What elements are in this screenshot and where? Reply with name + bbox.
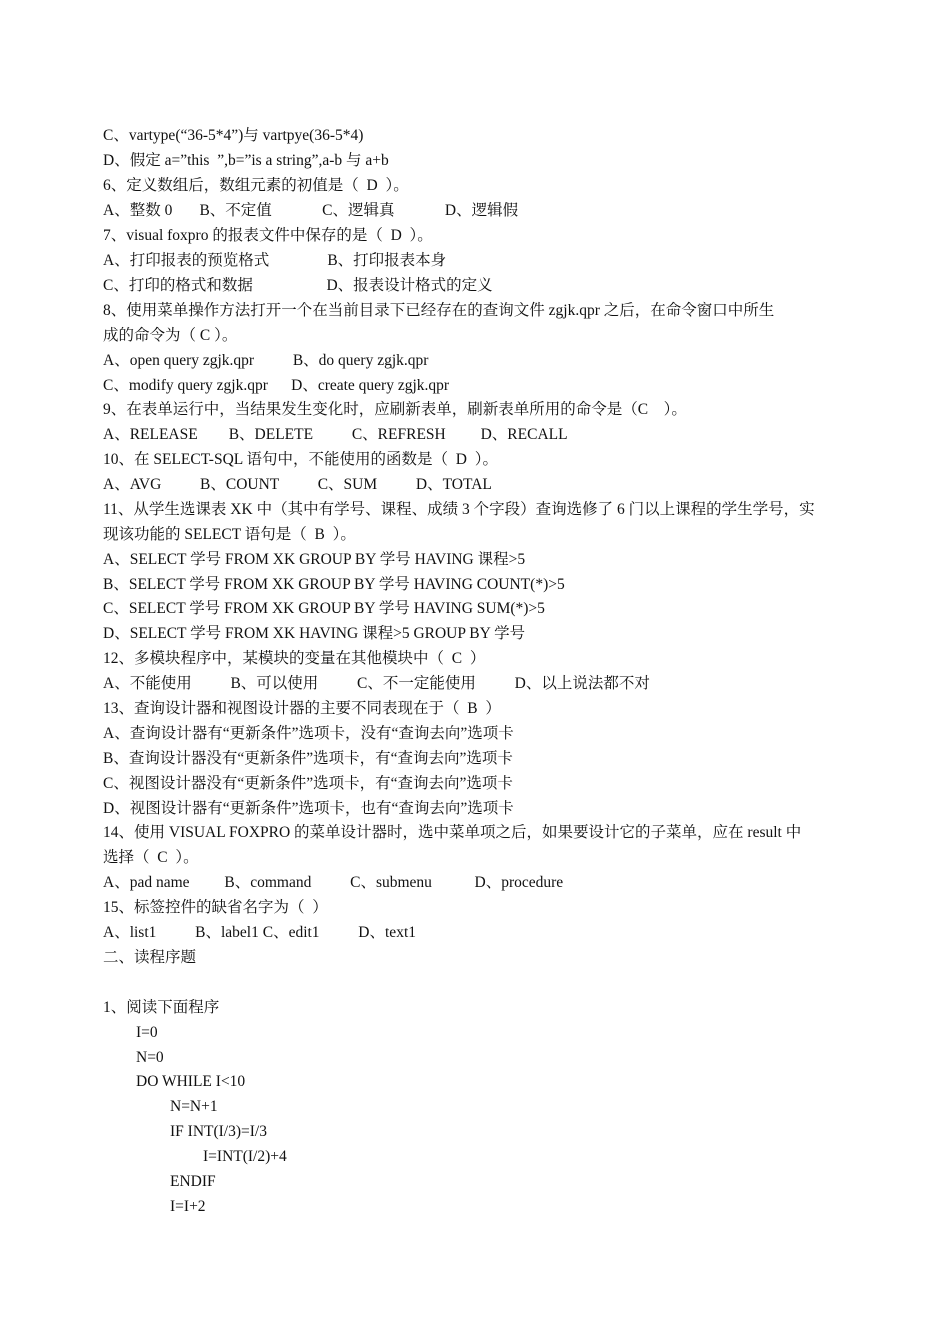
code-line: I=0 <box>136 1024 158 1041</box>
question-9-options: A、RELEASE B、DELETE C、REFRESH D、RECALL <box>103 426 568 443</box>
code-line: N=0 <box>136 1049 164 1066</box>
question-11-option-b: B、SELECT 学号 FROM XK GROUP BY 学号 HAVING COUNT(*)>5 <box>103 576 565 593</box>
question-7-options-ab: A、打印报表的预览格式 B、打印报表本身 <box>103 252 447 269</box>
question-13-option-a: A、查询设计器有“更新条件”选项卡，没有“查询去向”选项卡 <box>103 725 514 742</box>
question-8: 8、使用菜单操作方法打开一个在当前目录下已经存在的查询文件 zgjk.qpr 之后，在命令窗口中所生 <box>103 302 775 319</box>
question-12: 12、多模块程序中，某模块的变量在其他模块中（ C ） <box>103 650 486 667</box>
code-line: ENDIF <box>170 1173 216 1190</box>
program-question-1: 1、阅读下面程序 <box>103 999 220 1016</box>
question-13-option-b: B、查询设计器没有“更新条件”选项卡，有“查询去向”选项卡 <box>103 750 513 767</box>
question-12-options: A、不能使用 B、可以使用 C、不一定能使用 D、以上说法都不对 <box>103 675 650 692</box>
question-9: 9、在表单运行中，当结果发生变化时，应刷新表单，刷新表单所用的命令是（C ）。 <box>103 401 687 418</box>
option-c-vartype: C、vartype(“36-5*4”)与 vartpye(36-5*4) <box>103 127 364 144</box>
question-11-option-d: D、SELECT 学号 FROM XK HAVING 课程>5 GROUP BY 学号 <box>103 625 526 642</box>
question-15-options: A、list1 B、label1 C、edit1 D、text1 <box>103 924 416 941</box>
question-15: 15、标签控件的缺省名字为（ ） <box>103 899 328 916</box>
option-d-string-ops: D、假定 a=”this ”,b=”is a string”,a-b 与 a+b <box>103 152 389 169</box>
question-14-cont: 选择（ C ）。 <box>103 849 199 866</box>
code-line: I=I+2 <box>170 1198 206 1215</box>
question-11-option-c: C、SELECT 学号 FROM XK GROUP BY 学号 HAVING SUM(*)>5 <box>103 600 545 617</box>
question-13: 13、查询设计器和视图设计器的主要不同表现在于（ B ） <box>103 700 501 717</box>
question-10-options: A、AVG B、COUNT C、SUM D、TOTAL <box>103 476 492 493</box>
question-8-options-ab: A、open query zgjk.qpr B、do query zgjk.qpr <box>103 352 429 369</box>
code-line: N=N+1 <box>170 1098 218 1115</box>
question-11-cont: 现该功能的 SELECT 语句是（ B ）。 <box>103 526 356 543</box>
question-8-cont: 成的命令为（ C ）。 <box>103 327 238 344</box>
question-14-options: A、pad name B、command C、submenu D、procedure <box>103 874 564 891</box>
question-11-option-a: A、SELECT 学号 FROM XK GROUP BY 学号 HAVING 课程>5 <box>103 551 526 568</box>
code-line: I=INT(I/2)+4 <box>203 1148 287 1165</box>
question-8-options-cd: C、modify query zgjk.qpr D、create query zgjk.qpr <box>103 377 450 394</box>
question-7: 7、visual foxpro 的报表文件中保存的是（ D ）。 <box>103 227 433 244</box>
code-line: DO WHILE I<10 <box>136 1073 246 1090</box>
question-6-options: A、整数 0 B、不定值 C、逻辑真 D、逻辑假 <box>103 202 519 219</box>
question-13-option-c: C、视图设计器没有“更新条件”选项卡，有“查询去向”选项卡 <box>103 775 513 792</box>
code-line: IF INT(I/3)=I/3 <box>170 1123 267 1140</box>
question-14: 14、使用 VISUAL FOXPRO 的菜单设计器时，选中菜单项之后，如果要设计它的子菜单，应在 result 中 <box>103 824 802 841</box>
section-heading-read-program: 二、读程序题 <box>103 949 197 966</box>
question-6: 6、定义数组后，数组元素的初值是（ D ）。 <box>103 177 409 194</box>
question-11: 11、从学生选课表 XK 中（其中有学号、课程、成绩 3 个字段）查询选修了 6 门以上课程的学生学号，实 <box>103 501 815 518</box>
question-10: 10、在 SELECT-SQL 语句中，不能使用的函数是（ D ）。 <box>103 451 498 468</box>
question-13-option-d: D、视图设计器有“更新条件”选项卡，也有“查询去向”选项卡 <box>103 800 514 817</box>
question-7-options-cd: C、打印的格式和数据 D、报表设计格式的定义 <box>103 277 493 294</box>
